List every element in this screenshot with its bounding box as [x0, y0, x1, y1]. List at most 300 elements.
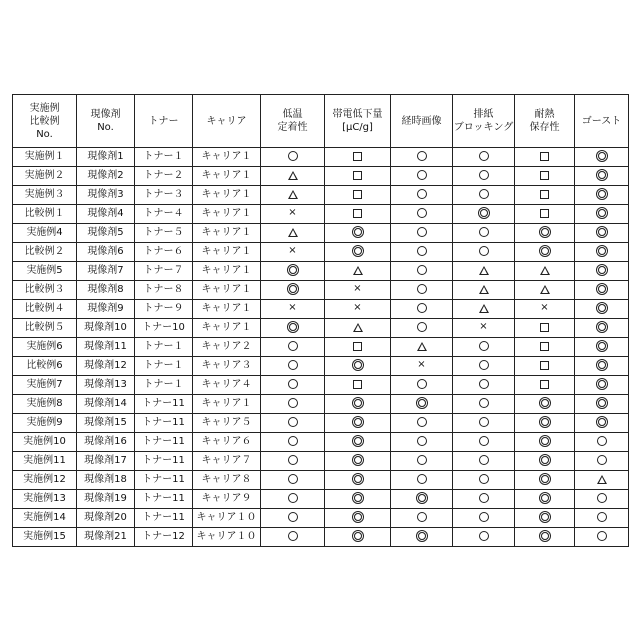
cell-paper-blocking: [453, 414, 515, 433]
cell-example-no: 実施例３: [13, 186, 77, 205]
cell-carrier: キャリア１: [193, 319, 261, 338]
header-line: No.: [13, 128, 76, 141]
circle-mark: [417, 284, 427, 294]
circle-mark: [597, 531, 607, 541]
double-circle-mark: [418, 494, 426, 502]
cell-heat-storage: [515, 205, 575, 224]
square-mark: [353, 342, 362, 351]
circle-mark: [417, 170, 427, 180]
header-line: 現像剤: [77, 108, 134, 121]
double-circle-mark: [418, 532, 426, 540]
cell-low-temp-fixing: [261, 300, 325, 319]
cell-image-over-time: [391, 433, 453, 452]
cell-carrier: キャリア１: [193, 395, 261, 414]
header-line: 比較例: [13, 115, 76, 128]
cell-image-over-time: [391, 414, 453, 433]
cell-example-no: 実施例２: [13, 167, 77, 186]
table-row: [13, 395, 629, 414]
double-circle-mark: [354, 418, 362, 426]
double-circle-mark: [598, 323, 606, 331]
cell-paper-blocking: [453, 262, 515, 281]
cell-heat-storage: [515, 509, 575, 528]
cell-low-temp-fixing: [261, 414, 325, 433]
cell-paper-blocking: [453, 528, 515, 547]
cell-low-temp-fixing: [261, 395, 325, 414]
triangle-mark: [353, 266, 363, 275]
cell-ghost: [575, 167, 629, 186]
cell-toner: トナー11: [135, 433, 193, 452]
document-page: [0, 0, 640, 640]
cell-paper-blocking: [453, 148, 515, 167]
cell-ghost: [575, 471, 629, 490]
cell-charge-decrease: [325, 509, 391, 528]
cell-paper-blocking: [453, 471, 515, 490]
double-circle-mark: [289, 323, 297, 331]
circle-mark: [479, 474, 489, 484]
circle-mark: [417, 379, 427, 389]
triangle-mark: [288, 190, 298, 199]
circle-mark: [288, 512, 298, 522]
table-row: [13, 262, 629, 281]
header-row: [13, 95, 629, 148]
cell-carrier: キャリア７: [193, 452, 261, 471]
cell-example-no: 実施例11: [13, 452, 77, 471]
cell-image-over-time: [391, 148, 453, 167]
cell-carrier: キャリア５: [193, 414, 261, 433]
header-toner: [135, 95, 193, 148]
square-mark: [540, 323, 549, 332]
cell-heat-storage: [515, 490, 575, 509]
cell-image-over-time: [391, 262, 453, 281]
cell-low-temp-fixing: [261, 148, 325, 167]
cell-toner: トナー11: [135, 471, 193, 490]
cell-carrier: キャリア１: [193, 300, 261, 319]
double-circle-mark: [541, 247, 549, 255]
cell-paper-blocking: [453, 281, 515, 300]
circle-mark: [417, 189, 427, 199]
cell-charge-decrease: [325, 167, 391, 186]
circle-mark: [417, 227, 427, 237]
cell-ghost: [575, 528, 629, 547]
header-line: 実施例: [13, 102, 76, 115]
table-body: [13, 148, 629, 547]
cell-heat-storage: [515, 262, 575, 281]
cell-developer-no: 現像剤21: [77, 528, 135, 547]
cell-example-no: 実施例１: [13, 148, 77, 167]
cell-charge-decrease: [325, 262, 391, 281]
cell-toner: トナー８: [135, 281, 193, 300]
cell-carrier: キャリア１: [193, 224, 261, 243]
cell-low-temp-fixing: [261, 205, 325, 224]
cell-example-no: 実施例13: [13, 490, 77, 509]
cell-paper-blocking: [453, 509, 515, 528]
cell-image-over-time: [391, 186, 453, 205]
cell-heat-storage: [515, 300, 575, 319]
circle-mark: [288, 341, 298, 351]
table-row: [13, 452, 629, 471]
circle-mark: [288, 379, 298, 389]
cell-example-no: 実施例5: [13, 262, 77, 281]
circle-mark: [597, 436, 607, 446]
circle-mark: [597, 455, 607, 465]
cell-image-over-time: [391, 167, 453, 186]
cell-image-over-time: [391, 509, 453, 528]
circle-mark: [479, 379, 489, 389]
cell-toner: トナー11: [135, 490, 193, 509]
cell-carrier: キャリア８: [193, 471, 261, 490]
double-circle-mark: [354, 532, 362, 540]
cross-mark: ×: [353, 284, 361, 294]
cell-ghost: [575, 490, 629, 509]
circle-mark: [417, 436, 427, 446]
circle-mark: [417, 246, 427, 256]
triangle-mark: [288, 228, 298, 237]
cell-carrier: キャリア１０: [193, 509, 261, 528]
circle-mark: [288, 360, 298, 370]
table-row: [13, 376, 629, 395]
square-mark: [540, 361, 549, 370]
cell-ghost: [575, 338, 629, 357]
cross-mark: ×: [288, 303, 296, 313]
cell-developer-no: 現像剤1: [77, 148, 135, 167]
double-circle-mark: [598, 228, 606, 236]
cell-image-over-time: [391, 395, 453, 414]
cell-low-temp-fixing: [261, 357, 325, 376]
circle-mark: [479, 512, 489, 522]
table-row: [13, 490, 629, 509]
cell-low-temp-fixing: [261, 281, 325, 300]
cell-developer-no: 現像剤20: [77, 509, 135, 528]
table-row: [13, 357, 629, 376]
header-line: No.: [77, 121, 134, 134]
cell-developer-no: 現像剤12: [77, 357, 135, 376]
cell-paper-blocking: [453, 452, 515, 471]
cell-charge-decrease: [325, 471, 391, 490]
cell-heat-storage: [515, 224, 575, 243]
double-circle-mark: [598, 380, 606, 388]
cell-heat-storage: [515, 414, 575, 433]
cell-paper-blocking: [453, 376, 515, 395]
double-circle-mark: [541, 456, 549, 464]
cell-toner: トナー11: [135, 509, 193, 528]
cell-paper-blocking: [453, 319, 515, 338]
cell-image-over-time: [391, 452, 453, 471]
cell-developer-no: 現像剤9: [77, 300, 135, 319]
table-row: [13, 243, 629, 262]
cell-low-temp-fixing: [261, 452, 325, 471]
table-row: [13, 471, 629, 490]
cell-ghost: [575, 281, 629, 300]
table-row: [13, 319, 629, 338]
cell-developer-no: 現像剤4: [77, 205, 135, 224]
cell-charge-decrease: [325, 338, 391, 357]
cell-example-no: 比較例５: [13, 319, 77, 338]
cell-image-over-time: [391, 243, 453, 262]
cell-developer-no: 現像剤17: [77, 452, 135, 471]
cell-toner: トナー７: [135, 262, 193, 281]
results-table: [12, 94, 629, 547]
header-image-over-time: [391, 95, 453, 148]
cross-mark: ×: [353, 303, 361, 313]
square-mark: [540, 152, 549, 161]
triangle-mark: [288, 171, 298, 180]
cell-ghost: [575, 452, 629, 471]
circle-mark: [479, 531, 489, 541]
cell-low-temp-fixing: [261, 433, 325, 452]
circle-mark: [288, 436, 298, 446]
cell-paper-blocking: [453, 167, 515, 186]
header-line: キャリア: [193, 115, 260, 128]
cell-paper-blocking: [453, 395, 515, 414]
cell-developer-no: 現像剤15: [77, 414, 135, 433]
cell-low-temp-fixing: [261, 224, 325, 243]
double-circle-mark: [541, 494, 549, 502]
cell-image-over-time: [391, 528, 453, 547]
circle-mark: [479, 227, 489, 237]
cell-image-over-time: [391, 224, 453, 243]
cell-toner: トナー５: [135, 224, 193, 243]
triangle-mark: [540, 285, 550, 294]
table-row: [13, 224, 629, 243]
cell-toner: トナー11: [135, 395, 193, 414]
cell-example-no: 比較例２: [13, 243, 77, 262]
header-line: 定着性: [261, 121, 324, 134]
cell-charge-decrease: [325, 395, 391, 414]
double-circle-mark: [354, 475, 362, 483]
cell-heat-storage: [515, 528, 575, 547]
cell-carrier: キャリア４: [193, 376, 261, 395]
cross-mark: ×: [479, 322, 487, 332]
cell-heat-storage: [515, 186, 575, 205]
cross-mark: ×: [540, 303, 548, 313]
triangle-mark: [597, 475, 607, 484]
cell-heat-storage: [515, 167, 575, 186]
circle-mark: [479, 455, 489, 465]
header-line: ブロッキング: [453, 121, 514, 134]
header-ghost: [575, 95, 629, 148]
circle-mark: [417, 208, 427, 218]
circle-mark: [417, 303, 427, 313]
double-circle-mark: [480, 209, 488, 217]
cell-ghost: [575, 395, 629, 414]
cell-ghost: [575, 224, 629, 243]
circle-mark: [597, 512, 607, 522]
cell-low-temp-fixing: [261, 509, 325, 528]
header-developer-no: [77, 95, 135, 148]
double-circle-mark: [598, 342, 606, 350]
cell-developer-no: 現像剤5: [77, 224, 135, 243]
cell-low-temp-fixing: [261, 376, 325, 395]
cell-example-no: 実施例4: [13, 224, 77, 243]
cell-toner: トナー１: [135, 376, 193, 395]
cell-image-over-time: [391, 300, 453, 319]
cell-developer-no: 現像剤6: [77, 243, 135, 262]
cell-example-no: 実施例7: [13, 376, 77, 395]
cell-heat-storage: [515, 471, 575, 490]
cell-low-temp-fixing: [261, 528, 325, 547]
triangle-mark: [540, 266, 550, 275]
cell-carrier: キャリア１: [193, 205, 261, 224]
cell-heat-storage: [515, 376, 575, 395]
cell-developer-no: 現像剤3: [77, 186, 135, 205]
cell-developer-no: 現像剤7: [77, 262, 135, 281]
header-paper-blocking: [453, 95, 515, 148]
double-circle-mark: [354, 437, 362, 445]
cell-toner: トナー３: [135, 186, 193, 205]
circle-mark: [479, 151, 489, 161]
circle-mark: [479, 493, 489, 503]
cell-paper-blocking: [453, 186, 515, 205]
table-row: [13, 414, 629, 433]
cell-heat-storage: [515, 319, 575, 338]
cell-carrier: キャリア６: [193, 433, 261, 452]
circle-mark: [288, 474, 298, 484]
cell-charge-decrease: [325, 376, 391, 395]
cell-ghost: [575, 148, 629, 167]
cell-toner: トナー６: [135, 243, 193, 262]
double-circle-mark: [541, 532, 549, 540]
cell-toner: トナー１: [135, 338, 193, 357]
cell-ghost: [575, 300, 629, 319]
circle-mark: [479, 246, 489, 256]
cell-toner: トナー４: [135, 205, 193, 224]
double-circle-mark: [541, 399, 549, 407]
circle-mark: [479, 341, 489, 351]
double-circle-mark: [598, 190, 606, 198]
header-line: ゴースト: [575, 115, 628, 128]
cell-heat-storage: [515, 395, 575, 414]
cell-developer-no: 現像剤10: [77, 319, 135, 338]
cell-charge-decrease: [325, 357, 391, 376]
double-circle-mark: [354, 399, 362, 407]
double-circle-mark: [598, 361, 606, 369]
triangle-mark: [417, 342, 427, 351]
cell-charge-decrease: [325, 186, 391, 205]
cell-ghost: [575, 205, 629, 224]
cell-example-no: 実施例12: [13, 471, 77, 490]
cell-ghost: [575, 186, 629, 205]
cell-carrier: キャリア１０: [193, 528, 261, 547]
double-circle-mark: [541, 228, 549, 236]
cell-ghost: [575, 414, 629, 433]
table-row: [13, 338, 629, 357]
cell-toner: トナー９: [135, 300, 193, 319]
cell-ghost: [575, 433, 629, 452]
cell-toner: トナー10: [135, 319, 193, 338]
cell-carrier: キャリア２: [193, 338, 261, 357]
square-mark: [353, 209, 362, 218]
cell-developer-no: 現像剤2: [77, 167, 135, 186]
cell-low-temp-fixing: [261, 243, 325, 262]
cell-image-over-time: [391, 319, 453, 338]
cell-developer-no: 現像剤11: [77, 338, 135, 357]
circle-mark: [597, 493, 607, 503]
cell-paper-blocking: [453, 357, 515, 376]
circle-mark: [288, 417, 298, 427]
cell-charge-decrease: [325, 300, 391, 319]
double-circle-mark: [354, 228, 362, 236]
cell-charge-decrease: [325, 281, 391, 300]
square-mark: [540, 209, 549, 218]
triangle-mark: [479, 266, 489, 275]
table-row: [13, 509, 629, 528]
cell-ghost: [575, 509, 629, 528]
circle-mark: [479, 189, 489, 199]
cell-developer-no: 現像剤19: [77, 490, 135, 509]
cell-example-no: 実施例10: [13, 433, 77, 452]
cell-heat-storage: [515, 433, 575, 452]
header-line: 耐熱: [515, 108, 574, 121]
square-mark: [540, 380, 549, 389]
cell-charge-decrease: [325, 528, 391, 547]
cell-image-over-time: [391, 357, 453, 376]
cell-developer-no: 現像剤8: [77, 281, 135, 300]
cell-example-no: 実施例6: [13, 338, 77, 357]
cell-charge-decrease: [325, 319, 391, 338]
cell-ghost: [575, 243, 629, 262]
cell-toner: トナー12: [135, 528, 193, 547]
cell-carrier: キャリア３: [193, 357, 261, 376]
triangle-mark: [479, 304, 489, 313]
cell-heat-storage: [515, 357, 575, 376]
cell-charge-decrease: [325, 490, 391, 509]
square-mark: [353, 171, 362, 180]
cell-paper-blocking: [453, 224, 515, 243]
cell-heat-storage: [515, 281, 575, 300]
cell-paper-blocking: [453, 243, 515, 262]
table-row: [13, 281, 629, 300]
circle-mark: [417, 265, 427, 275]
double-circle-mark: [541, 418, 549, 426]
square-mark: [540, 171, 549, 180]
square-mark: [353, 380, 362, 389]
circle-mark: [479, 417, 489, 427]
cell-ghost: [575, 262, 629, 281]
cell-charge-decrease: [325, 224, 391, 243]
cell-image-over-time: [391, 205, 453, 224]
table-row: [13, 167, 629, 186]
circle-mark: [417, 417, 427, 427]
double-circle-mark: [598, 304, 606, 312]
double-circle-mark: [541, 475, 549, 483]
double-circle-mark: [354, 456, 362, 464]
cell-low-temp-fixing: [261, 167, 325, 186]
cross-mark: ×: [288, 246, 296, 256]
circle-mark: [417, 455, 427, 465]
circle-mark: [288, 531, 298, 541]
header-line: トナー: [135, 115, 192, 128]
cell-paper-blocking: [453, 205, 515, 224]
cell-carrier: キャリア１: [193, 186, 261, 205]
header-line: [μC/g]: [325, 121, 390, 134]
double-circle-mark: [289, 266, 297, 274]
cell-paper-blocking: [453, 300, 515, 319]
cell-charge-decrease: [325, 433, 391, 452]
table-row: [13, 205, 629, 224]
header-carrier: [193, 95, 261, 148]
cell-example-no: 比較例１: [13, 205, 77, 224]
cell-image-over-time: [391, 376, 453, 395]
cell-charge-decrease: [325, 414, 391, 433]
double-circle-mark: [418, 399, 426, 407]
table-row: [13, 528, 629, 547]
cell-developer-no: 現像剤14: [77, 395, 135, 414]
cell-low-temp-fixing: [261, 471, 325, 490]
cell-charge-decrease: [325, 205, 391, 224]
cell-developer-no: 現像剤13: [77, 376, 135, 395]
table-row: [13, 186, 629, 205]
double-circle-mark: [354, 494, 362, 502]
